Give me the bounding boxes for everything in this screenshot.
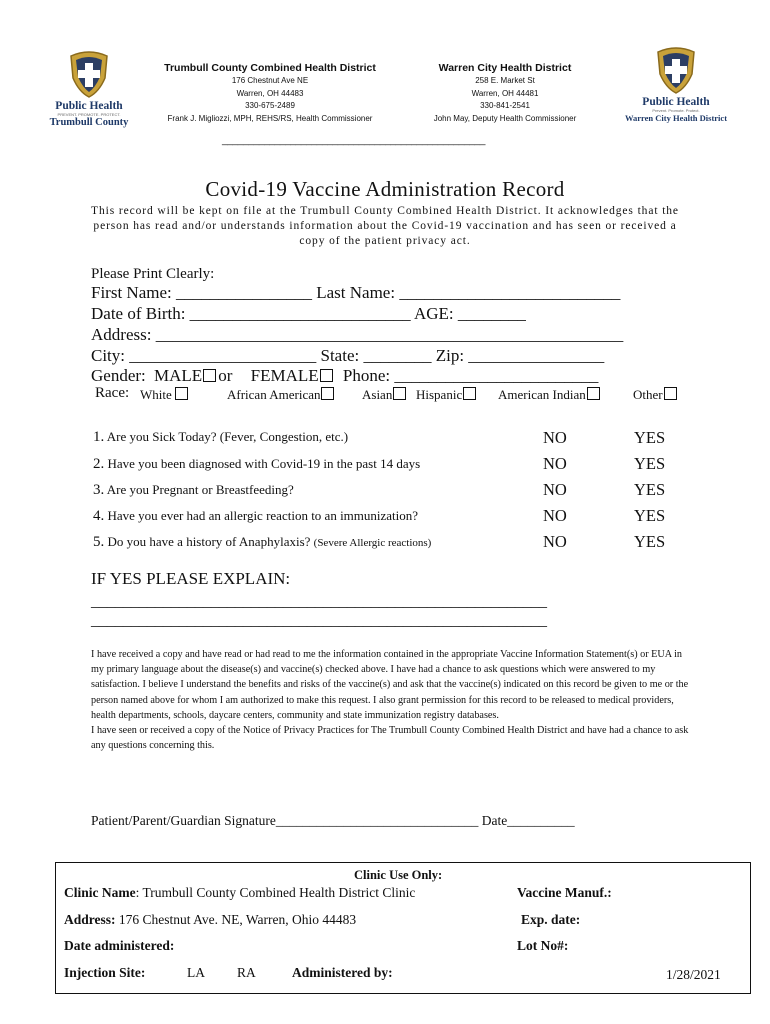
header-divider: __________________________________________________ [222,135,486,146]
district-officer: John May, Deputy Health Commissioner [433,113,577,123]
address-field[interactable]: Address: _______________________________________________________ [91,325,624,344]
gender-male-checkbox[interactable] [203,369,216,382]
lot-no-label: Lot No#: [517,938,569,953]
header-trumbull [155,61,385,125]
district-street: 176 Chestnut Ave NE [231,76,309,85]
question-1: 1. Are you Sick Today? (Fever, Congestion, etc.) [93,429,349,445]
district-phone: 330-675-2489 [245,101,295,110]
question-1-no[interactable]: NO [543,428,567,447]
clinic-address-row: Address: 176 Chestnut Ave. NE, Warren, Ohio 44483 [64,912,357,927]
race-white-checkbox[interactable] [175,387,188,400]
district-name: Trumbull County Combined Health District [164,62,376,74]
name-field[interactable]: First Name: ________________ Last Name: __________________________ [91,283,621,302]
race-american-indian-checkbox[interactable] [587,387,600,400]
warren-district-text: Warren City Health District [624,113,728,123]
shield-cross-icon [652,46,700,96]
question-2-yes[interactable]: YES [634,454,666,473]
race-african-american-checkbox[interactable] [321,387,334,400]
race-option-african-american[interactable]: African American [227,387,334,403]
question-4-yes[interactable]: YES [634,506,666,525]
intro-paragraph: This record will be kept on file at the Trumbull County Combined Health District. It acknowledges that the person has read and/or understands information about the Covid-19 vaccination and has seen or received a copy of the patient privacy act. [91,205,679,247]
page-title: Covid-19 Vaccine Administration Record [205,177,565,201]
vaccine-manuf-label: Vaccine Manuf.: [517,885,612,900]
exp-date-label: Exp. date: [521,912,581,927]
district-officer: Frank J. Migliozzi, MPH, REHS/RS, Health Commissioner [167,113,373,123]
question-3: 3. Are you Pregnant or Breastfeeding? [93,482,294,498]
district-city: Warren, OH 44481 [471,88,539,98]
gender-male-label: MALE [154,366,203,385]
gender-label: Gender: [91,366,146,385]
gender-phone-row [91,366,598,386]
clinic-name-row: Clinic Name: Trumbull County Combined Health District Clinic [64,885,416,900]
gender-female-label: FEMALE [250,366,319,385]
race-label: Race: [95,385,130,401]
form-date: 1/28/2021 [666,967,721,982]
gender-or-text: or [218,366,233,385]
logo-tagline: Prevent. Promote. Protect. [652,108,700,113]
race-hispanic-checkbox[interactable] [463,387,476,400]
district-city: Warren, OH 44483 [236,88,304,98]
clinic-use-box [55,862,751,994]
injection-site-label: Injection Site: [64,965,146,980]
trumbull-public-health-logo [38,50,140,128]
district-name: Warren City Health District [438,62,572,74]
district-phone: 330-841-2541 [480,101,530,110]
print-clearly-label: Please Print Clearly: [91,266,215,282]
date-administered-label: Date administered: [64,938,175,953]
logo-tagline: PREVENT. PROMOTE. PROTECT. [57,112,121,117]
explain-line-2[interactable]: _________________________________________________________ [91,612,547,629]
public-health-text: Public Health [55,100,123,112]
race-asian-checkbox[interactable] [393,387,406,400]
race-option-white[interactable]: White [140,387,188,403]
explain-label: IF YES PLEASE EXPLAIN: [91,569,291,588]
question-2: 2. Have you been diagnosed with Covid-19 in the past 14 days [93,456,421,472]
header-warren [415,61,595,125]
phone-field[interactable]: Phone: ________________________ [342,366,599,385]
consent-paragraph-1: I have received a copy and have read or had read to me the information contained in the appropriate Vaccine Information Statement(s) or EUA in my primary language about the disease(s) and vaccine(s) checked above. I have had a chance to ask questions which were answered to my satisfaction. I believe I understand the benefits and risks of the vaccine(s) and ask that the vaccine(s) indicated on this record be given to me or the person named above for whom I am authorized to make this request. I also grant permission for this record to be released to medical providers, health departments, schools, daycare centers, community and state immunization registry databases. [91,649,689,721]
race-option-hispanic[interactable]: Hispanic [416,387,476,403]
warren-public-health-logo [620,46,732,123]
race-option-american-indian[interactable]: American Indian [498,387,600,403]
question-5-no[interactable]: NO [543,532,567,551]
question-3-no[interactable]: NO [543,480,567,499]
gender-female-checkbox[interactable] [320,369,333,382]
consent-paragraph-2: I have seen or received a copy of the Notice of Privacy Practices for The Trumbull County Combined Health District and have had a chance to ask any questions concerning this. [91,725,689,752]
explain-line-1[interactable]: _________________________________________________________ [91,593,547,610]
administered-by-label: Administered by: [292,965,393,980]
clinic-use-heading: Clinic Use Only: [354,868,443,882]
question-2-no[interactable]: NO [543,454,567,473]
public-health-text: Public Health [642,96,710,108]
district-street: 258 E. Market St [475,76,535,85]
dob-age-field[interactable]: Date of Birth: __________________________ AGE: ________ [91,304,526,323]
consent-text [91,647,691,753]
race-option-asian[interactable]: Asian [362,387,406,403]
question-3-yes[interactable]: YES [634,480,666,499]
question-1-yes[interactable]: YES [634,428,666,447]
question-4-no[interactable]: NO [543,506,567,525]
trumbull-county-text: Trumbull County [49,117,129,128]
question-4: 4. Have you ever had an allergic reaction to an immunization? [93,508,419,524]
race-other-checkbox[interactable] [664,387,677,400]
injection-site-ra[interactable]: RA [237,965,256,980]
question-5: 5. Do you have a history of Anaphylaxis? (Severe Allergic reactions) [93,534,432,550]
injection-site-la[interactable]: LA [187,965,205,980]
signature-date-line[interactable]: Patient/Parent/Guardian Signature______________________________ Date__________ [91,813,575,828]
city-state-zip-field[interactable]: City: ______________________ State: ________ Zip: ________________ [91,346,605,365]
question-5-yes[interactable]: YES [634,532,666,551]
shield-cross-icon [65,50,113,100]
race-option-other[interactable]: Other [633,387,677,403]
